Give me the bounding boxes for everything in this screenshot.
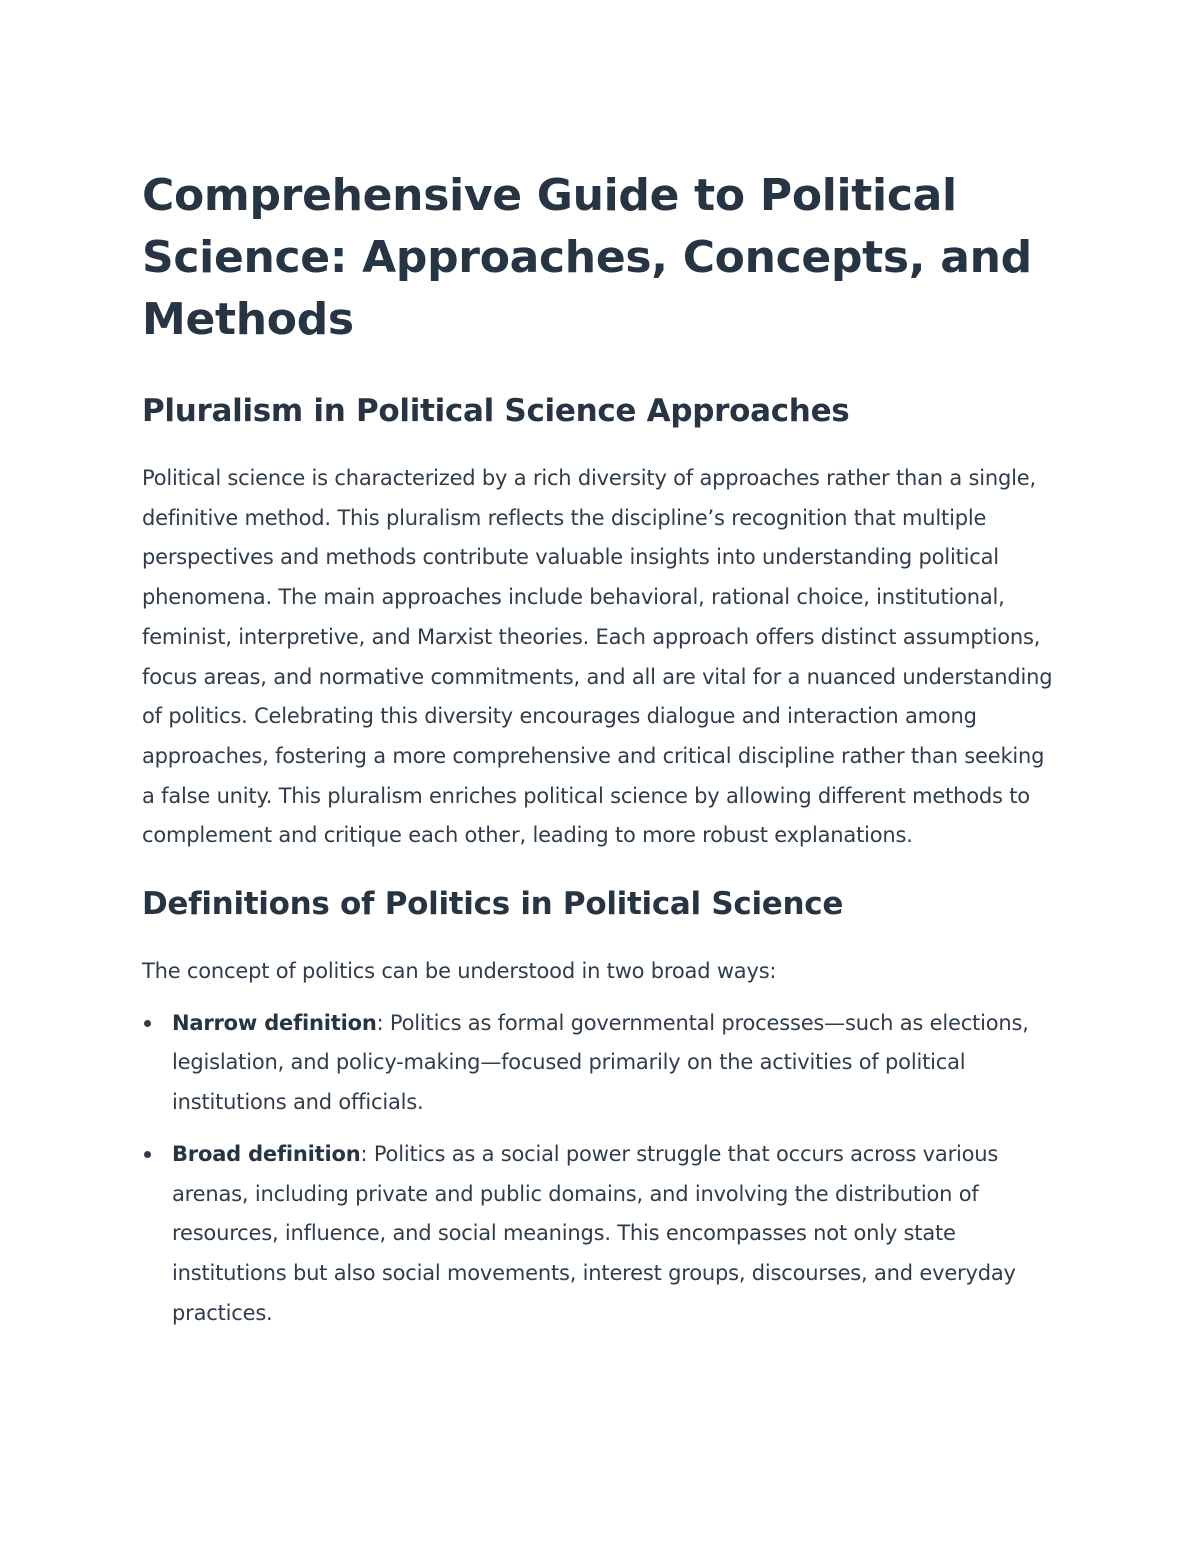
section-heading-definitions: Definitions of Politics in Political Science <box>142 886 844 923</box>
list-item <box>142 1004 1062 1123</box>
bullet-text: : Politics as a social power struggle that occurs across various arenas, including private and public domains, and involving the distribution of resources, influence, and social meanings. This encompasses not only state institutions but also social movements, interest groups, discourses, and everyday practices. <box>172 1141 1016 1325</box>
document-page <box>142 165 1062 1345</box>
section-heading-pluralism: Pluralism in Political Science Approaches <box>142 393 850 429</box>
bullet-icon <box>144 1151 151 1158</box>
bullet-icon <box>144 1020 151 1027</box>
document-title: Comprehensive Guide to Political Science: Approaches, Concepts, and Methods <box>142 170 1032 345</box>
bullet-term: Narrow definition <box>172 1010 377 1035</box>
section-paragraph-pluralism: Political science is characterized by a rich diversity of approaches rather than a single, definitive method. This pluralism reflects the discipline’s recognition that multiple perspectives and methods contribute valuable insights into understanding political phenomena. The main approaches include behavioral, rational choice, institutional, feminist, interpretive, and Marxist theories. Each approach offers distinct assumptions, focus areas, and normative commitments, and all are vital for a nuanced understanding of politics. Celebrating this diversity encourages dialogue and interaction among approaches, fostering a more comprehensive and critical discipline rather than seeking a false unity. This pluralism enriches political science by allowing different methods to complement and critique each other, leading to more robust explanations. <box>142 466 1053 848</box>
bullet-term: Broad definition <box>172 1141 361 1166</box>
section-intro-definitions: The concept of politics can be understood in two broad ways: <box>142 959 777 984</box>
bullet-text: : Politics as formal governmental processes—such as elections, legislation, and policy-making—focused primarily on the activities of political institutions and officials. <box>172 1010 1029 1115</box>
list-item <box>142 1135 1062 1334</box>
definitions-list <box>142 1004 1062 1334</box>
